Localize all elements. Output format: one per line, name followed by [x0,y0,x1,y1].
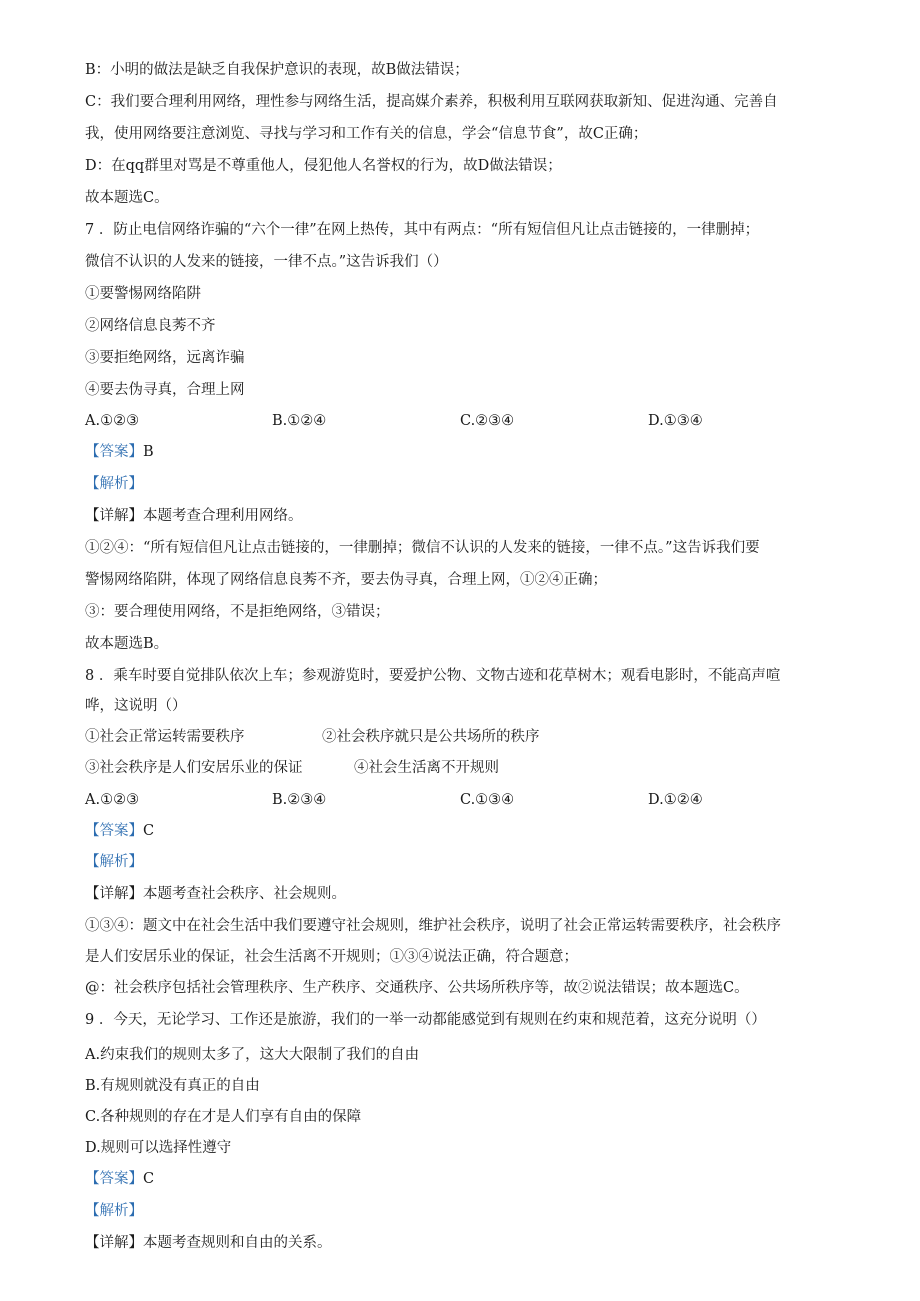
explanation-line: 是人们安居乐业的保证，社会生活离不开规则；①③④说法正确，符合题意； [85,949,578,965]
statement: ①要警惕网络陷阱 [85,286,201,302]
detail-text: 本题考查合理利用网络。 [143,508,303,524]
statement: ③要拒绝网络，远离诈骗 [85,350,245,366]
answer-tag: 【答案】 [85,1171,143,1187]
answer-line [85,821,154,841]
question-8-stem-cont: 哗，这说明（） [85,698,187,714]
analysis-tag: 【解析】 [85,854,143,870]
explanation-line: ③：要合理使用网络，不是拒绝网络，③错误； [85,604,390,620]
text-line: 故本题选C。 [85,190,169,206]
question-7-stem: 7 ．防止电信网络诈骗的“六个一律”在网上热传，其中有两点：“所有短信但凡让点击链接的，一律删掉； [85,222,760,238]
answer-line [85,1169,154,1189]
statement: ④要去伪寻真，合理上网 [85,382,245,398]
question-7-stem-cont: 微信不认识的人发来的链接，一律不点。”这告诉我们（） [85,254,448,270]
explanation-line: 故本题选B。 [85,636,169,652]
detail-text: 本题考查规则和自由的关系。 [143,1235,332,1251]
text-line: C：我们要合理利用网络，理性参与网络生活，提高媒介素养，积极利用互联网获取新知、促进沟通、完善自 [85,94,778,110]
answer-tag: 【答案】 [85,444,143,460]
explanation-line: 警惕网络陷阱，体现了网络信息良莠不齐，要去伪寻真，合理上网，①②④正确； [85,572,607,588]
option-d: D.①③④ [648,413,703,429]
explanation-line: ①②④：“所有短信但凡让点击链接的，一律删掉；微信不认识的人发来的链接，一律不点。”这告诉我们要 [85,540,760,556]
analysis-tag: 【解析】 [85,476,143,492]
answer-value: B [143,444,154,460]
analysis-tag: 【解析】 [85,1203,143,1219]
option-b: B.①②④ [272,413,327,429]
detail-tag: 【详解】 [85,508,143,524]
detail-tag: 【详解】 [85,886,143,902]
question-9-stem: 9 ．今天，无论学习、工作还是旅游，我们的一举一动都能感觉到有规则在约束和规范着，这充分说明（） [85,1012,766,1028]
option-d: D.①②④ [648,792,703,808]
detail-tag: 【详解】 [85,1235,143,1251]
option-c: C.①③④ [460,792,515,808]
question-8-stem: 8 ．乘车时要自觉排队依次上车；参观游览时，要爱护公物、文物古迹和花草树木；观看电影时，不能高声喧 [85,668,781,684]
text-line: 我，使用网络要注意浏览、寻找与学习和工作有关的信息，学会“信息节食”，故C正确； [85,126,648,142]
statement: ④社会生活离不开规则 [354,760,499,776]
statement: ③社会秩序是人们安居乐业的保证 [85,760,303,776]
option-c: C.各种规则的存在才是人们享有自由的保障 [85,1109,362,1125]
text-line: B：小明的做法是缺乏自我保护意识的表现，故B做法错误； [85,62,469,78]
answer-tag: 【答案】 [85,823,143,839]
answer-value: C [143,1171,155,1187]
answer-line [85,442,154,462]
option-a: A.约束我们的规则太多了，这大大限制了我们的自由 [85,1047,420,1063]
explanation-line: @：社会秩序包括社会管理秩序、生产秩序、交通秩序、公共场所秩序等，故②说法错误；故本题选C。 [85,980,749,996]
option-a: A.①②③ [85,413,140,429]
statement: ①社会正常运转需要秩序 [85,729,245,745]
option-a: A.①②③ [85,792,140,808]
option-d: D.规则可以选择性遵守 [85,1140,232,1156]
option-c: C.②③④ [460,413,515,429]
explanation-line: ①③④：题文中在社会生活中我们要遵守社会规则，维护社会秩序，说明了社会正常运转需要秩序，社会秩序 [85,918,781,934]
detail-line [85,506,303,526]
detail-line [85,884,346,904]
option-b: B.②③④ [272,792,327,808]
answer-value: C [143,823,155,839]
option-b: B.有规则就没有真正的自由 [85,1078,260,1094]
text-line: D：在qq群里对骂是不尊重他人，侵犯他人名誉权的行为，故D做法错误； [85,158,562,174]
statement: ②网络信息良莠不齐 [85,318,216,334]
detail-line [85,1233,332,1253]
statement: ②社会秩序就只是公共场所的秩序 [322,729,540,745]
detail-text: 本题考查社会秩序、社会规则。 [143,886,346,902]
